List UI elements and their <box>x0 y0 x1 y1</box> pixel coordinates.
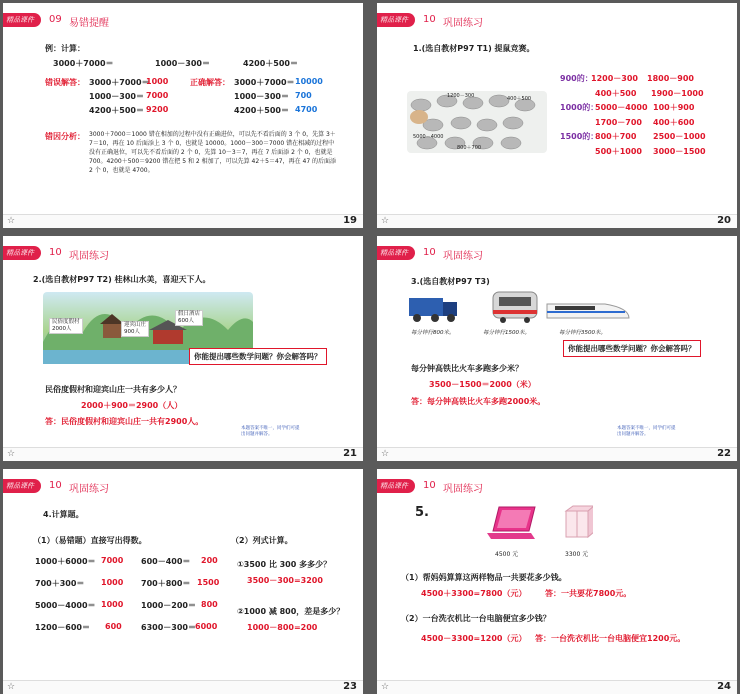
example-label: 例：计算： <box>45 44 85 53</box>
section-number: 10 <box>49 247 62 258</box>
group-item: 100＋900 <box>653 103 695 112</box>
right-expr: 3000＋7000＝ <box>234 78 295 87</box>
laptop-price: 4500 元 <box>495 551 519 558</box>
page-number: 22 <box>717 448 731 459</box>
word-answer: 1000－800=200 <box>247 623 318 632</box>
answer: 答：民俗度假村和迎宾山庄一共有2900人。 <box>45 417 204 426</box>
right-expr: 4200＋500＝ <box>234 106 289 115</box>
question-text: 1.(选自教材P97 T1) 提鼠竞赛。 <box>413 44 535 53</box>
expr: 1000－300＝ <box>155 59 210 68</box>
right-label: 正确解答： <box>190 78 230 87</box>
speed-caption: 每分钟行800米。 <box>411 330 455 336</box>
problem-expr: 700＋300＝ <box>35 579 85 588</box>
prompt-callout: 你能提出哪些数学问题？你会解答吗？ <box>189 348 327 365</box>
slide-23[interactable] <box>3 469 363 694</box>
word-problem: ②1000 减 800，差是多少？ <box>237 607 345 616</box>
answer-note: 本题答案不唯一，同学们可提出问题并解答。 <box>617 426 676 437</box>
right-result: 700 <box>295 91 312 100</box>
problem-answer: 1000 <box>101 600 124 609</box>
slide-header <box>3 13 363 33</box>
section-title: 巩固练习 <box>443 251 483 262</box>
page-number: 20 <box>717 215 731 226</box>
problem-expr: 600－400＝ <box>141 557 191 566</box>
page-number: 24 <box>717 681 731 692</box>
group-item: 1200－300 <box>591 74 638 83</box>
slide-footer <box>377 680 737 694</box>
mouse-label: 800＋700 <box>457 145 482 151</box>
word-problem: ①3500 比 300 多多少？ <box>237 560 332 569</box>
slide-footer <box>377 214 737 228</box>
truck-icon <box>407 294 459 324</box>
logo-badge: 精品课件 <box>377 479 415 493</box>
star-icon: ☆ <box>381 682 390 692</box>
sign-label: 民俗度假村 2000人 <box>49 318 83 334</box>
right-result: 4700 <box>295 105 318 114</box>
group-label: 900的： <box>560 74 593 83</box>
section-number: 10 <box>423 480 436 491</box>
question-text: 4.计算题。 <box>43 510 84 519</box>
answer: 答：一共要花7800元。 <box>545 589 632 598</box>
star-icon: ☆ <box>7 216 16 226</box>
washing-machine-icon <box>563 505 593 541</box>
group-item: 5000－4000 <box>595 103 648 112</box>
sign-label: 假日酒店 600人 <box>175 310 203 326</box>
group-item: 400＋600 <box>653 118 695 127</box>
section-number: 10 <box>423 247 436 258</box>
section-number: 10 <box>423 14 436 25</box>
answer: 答：一台洗衣机比一台电脑便宜1200元。 <box>535 634 686 643</box>
problem-question: 民俗度假村和迎宾山庄一共有多少人？ <box>45 385 181 394</box>
calculation: 4500＋3300=7800（元） <box>421 589 527 598</box>
analysis-label: 错因分析： <box>45 132 85 141</box>
answer: 答：每分钟高铁比火车多跑2000米。 <box>411 397 546 406</box>
part-label: （1）（易错题）直接写出得数。 <box>33 536 147 545</box>
laptop-icon <box>485 503 539 543</box>
word-answer: 3500－300=3200 <box>247 576 323 585</box>
group-item: 500＋1000 <box>595 147 642 156</box>
wrong-result: 7000 <box>146 91 169 100</box>
problem-expr: 6300－300＝ <box>141 623 196 632</box>
slide-header <box>377 246 737 266</box>
question-text: 3.(选自教材P97 T3) <box>411 277 490 286</box>
problem-expr: 1200－600＝ <box>35 623 90 632</box>
mouse-label: 1200－300 <box>447 93 475 99</box>
group-item: 1700－700 <box>595 118 642 127</box>
group-item: 800＋700 <box>595 132 637 141</box>
subquestion: （2）一台洗衣机比一台电脑便宜多少钱？ <box>401 614 551 623</box>
slide-footer <box>3 680 363 694</box>
part-label: （2）列式计算。 <box>231 536 293 545</box>
problem-answer: 1500 <box>197 578 220 587</box>
expr: 3000＋7000＝ <box>53 59 114 68</box>
slide-19[interactable] <box>3 3 363 228</box>
slide-header <box>3 246 363 266</box>
problem-expr: 700＋800＝ <box>141 579 191 588</box>
group-item: 3000－1500 <box>653 147 706 156</box>
slide-footer <box>3 447 363 461</box>
star-icon: ☆ <box>381 216 390 226</box>
page-number: 19 <box>343 215 357 226</box>
wrong-expr: 4200＋500＝ <box>89 106 144 115</box>
problem-expr: 5000－4000＝ <box>35 601 96 610</box>
expr: 4200＋500＝ <box>243 59 298 68</box>
group-item: 400＋500 <box>595 89 637 98</box>
question-number: 5. <box>415 505 429 520</box>
mouse-label: 400＋500 <box>507 96 532 102</box>
section-title: 巩固练习 <box>69 484 109 495</box>
star-icon: ☆ <box>7 449 16 459</box>
wrong-result: 9200 <box>146 105 169 114</box>
section-number: 09 <box>49 14 62 25</box>
answer-note: 本题答案不唯一，同学们可提出问题并解答。 <box>241 426 300 437</box>
subquestion: （1）帮妈妈算算这两样物品一共要花多少钱。 <box>401 573 567 582</box>
problem-answer: 200 <box>201 556 218 565</box>
star-icon: ☆ <box>7 682 16 692</box>
page-number: 23 <box>343 681 357 692</box>
slide-header <box>3 479 363 499</box>
wrong-label: 错误解答： <box>45 78 85 87</box>
section-title: 易错提醒 <box>69 18 109 29</box>
group-item: 2500－1000 <box>653 132 706 141</box>
slide-21[interactable] <box>3 236 363 461</box>
problem-answer: 800 <box>201 600 218 609</box>
star-icon: ☆ <box>381 449 390 459</box>
wrong-expr: 3000＋7000＝ <box>89 78 150 87</box>
logo-badge: 精品课件 <box>377 13 415 27</box>
wrong-expr: 1000－300＝ <box>89 92 144 101</box>
slide-header <box>377 479 737 499</box>
analysis-text: 3000＋7000＝1000 错在相加的过程中没有正确进位，可以先不看后面的 3 个 0，先算 3＋7＝10，再在 10 后面添上 3 个 0，也就是 10000。1000－300＝7000 错在相减的过程中没有正确退位，可以先不看后面的 2 个 0，先算 10－3＝7，再在 7 后面添 2 个 0，也就是 700。4200＋500＝9200 错在把 5 和 2 相加了，可以先算 42＋5＝47，再在 47 的后面添 2 个 0，也就是 4700。 <box>89 131 337 174</box>
slide-24[interactable] <box>377 469 737 694</box>
slide-header <box>377 13 737 33</box>
page-number: 21 <box>343 448 357 459</box>
group-label: 1000的： <box>560 103 599 112</box>
high-speed-train-icon <box>545 292 631 328</box>
right-expr: 1000－300＝ <box>234 92 289 101</box>
wrong-result: 1000 <box>146 77 169 86</box>
problem-expr: 1000＋6000＝ <box>35 557 96 566</box>
group-label: 1500的： <box>560 132 599 141</box>
calculation: 3500－1500＝2000（米） <box>429 380 536 389</box>
logo-badge: 精品课件 <box>3 246 41 260</box>
speed-caption: 每分钟行3500米。 <box>559 330 606 336</box>
group-item: 1800－900 <box>647 74 694 83</box>
slide-22[interactable] <box>377 236 737 461</box>
logo-badge: 精品课件 <box>3 479 41 493</box>
logo-badge: 精品课件 <box>377 246 415 260</box>
problem-answer: 6000 <box>195 622 218 631</box>
washer-price: 3300 元 <box>565 551 589 558</box>
problem-question: 每分钟高铁比火车多跑多少米？ <box>411 364 523 373</box>
calculation: 2000＋900＝2900（人） <box>81 401 183 410</box>
speed-caption: 每分钟行1500米。 <box>483 330 530 336</box>
logo-badge: 精品课件 <box>3 13 41 27</box>
group-item: 1900－1000 <box>651 89 704 98</box>
slide-footer <box>3 214 363 228</box>
section-title: 巩固练习 <box>443 18 483 29</box>
slide-footer <box>377 447 737 461</box>
calculation: 4500－3300=1200（元） <box>421 634 527 643</box>
section-title: 巩固练习 <box>69 251 109 262</box>
problem-answer: 1000 <box>101 578 124 587</box>
mouse-label: 5000－4000 <box>413 134 444 140</box>
train-icon <box>489 290 541 324</box>
problem-expr: 1000－200＝ <box>141 601 196 610</box>
prompt-callout: 你能提出哪些数学问题？你会解答吗？ <box>563 340 701 357</box>
question-text: 2.(选自教材P97 T2) 桂林山水美，喜迎天下人。 <box>33 275 211 284</box>
section-title: 巩固练习 <box>443 484 483 495</box>
slide-20[interactable] <box>377 3 737 228</box>
sign-label: 迎宾山庄 900人 <box>121 321 149 337</box>
problem-answer: 600 <box>105 622 122 631</box>
problem-answer: 7000 <box>101 556 124 565</box>
section-number: 10 <box>49 480 62 491</box>
right-result: 10000 <box>295 77 323 86</box>
